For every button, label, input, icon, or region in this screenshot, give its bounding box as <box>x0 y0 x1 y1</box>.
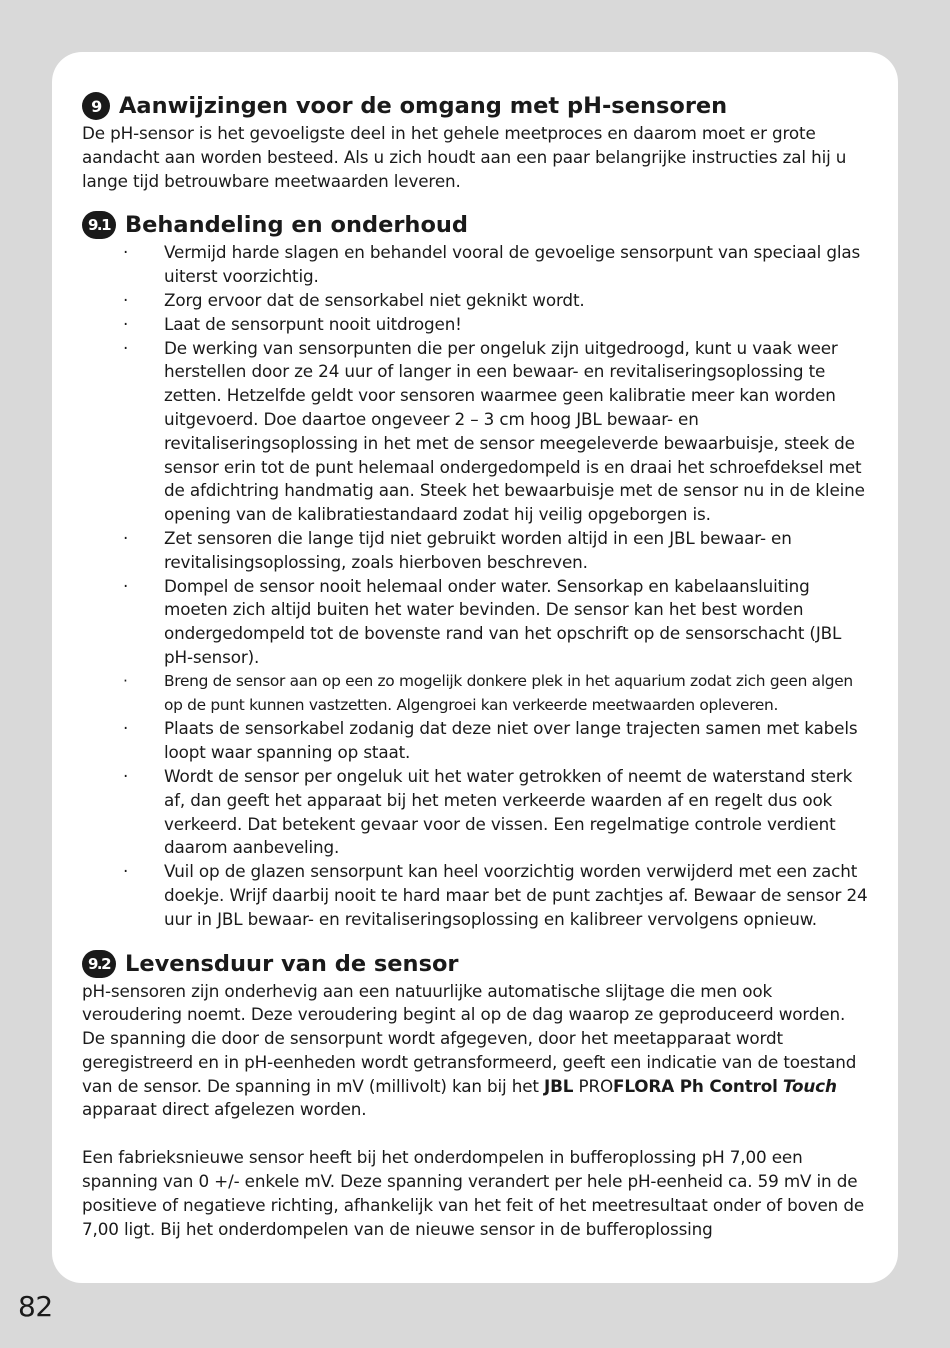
list-item-text: Wordt de sensor per ongeluk uit het water getrokken of neemt de waterstand sterk af, dan geeft het apparaat bij het meten verkeerde waarden af en regelt dus ook verkeerd. Dat betekent gevaar voor de vissen. Een regelmatige controle verdient daarom aanbeveling. <box>164 765 853 858</box>
bullet-dot: · <box>123 337 129 358</box>
sensor-lifetime-paragraph <box>82 980 872 1123</box>
section-9-1-heading <box>82 209 872 241</box>
section-9-1-title: Behandeling en onderhoud <box>125 212 469 239</box>
brand-product-name: FLORA Ph Control <box>613 1075 778 1096</box>
bullet-dot: · <box>123 861 129 882</box>
bullet-dot: · <box>123 718 129 739</box>
section-9-intro: De pH-sensor is het gevoeligste deel in het gehele meetproces en daarom moet er grote aandacht aan worden besteed. Als u zich houdt aan een paar belangrijke instructies zal hij u lange tijd betrouwbare meetwaarden leveren. <box>82 123 847 191</box>
list-item-text: Plaats de sensorkabel zodanig dat deze niet over lange trajecten samen met kabels loopt waar spanning op staat. <box>164 718 858 763</box>
section-9-2-title: Levensduur van de sensor <box>125 950 459 977</box>
section-9-badge: 9 <box>82 92 110 120</box>
paragraph-text: pH-sensoren zijn onderhevig aan een natuurlijke automatische slijtage die men ook veroudering noemt. Deze veroudering begint al op de dag waarop ze geproduceerd worden. De spanning die door de sensorpunt wordt afgegeven, door het meetapparaat wordt geregistreerd en in pH-eenheden wordt getransformeerd, geeft een indicatie van de toestand van de sensor. De spanning in mV (millivolt) kan bij het <box>82 980 857 1096</box>
list-item <box>82 717 872 765</box>
list-item <box>82 289 872 313</box>
list-item-text: Breng de sensor aan op een zo mogelijk donkere plek in het aquarium zodat zich geen algen op de punt kunnen vastzetten. Algengroei kan verkeerde meetwaarden opleveren. <box>164 671 853 714</box>
bullet-dot: · <box>123 575 129 596</box>
list-item <box>82 860 872 931</box>
list-item <box>82 575 872 670</box>
spacer <box>82 932 872 948</box>
section-9-1-badge: 9.1 <box>82 211 116 239</box>
section-9-title: Aanwijzingen voor de omgang met pH-sensoren <box>119 93 728 119</box>
list-item-text: Dompel de sensor nooit helemaal onder water. Sensorkap en kabelaansluiting moeten zich altijd buiten het water bevinden. De sensor kan het best worden ondergedompeld tot de bovenste rand van het opschrift op de sensorschacht (JBL pH-sensor). <box>164 575 842 667</box>
spacer <box>82 1122 872 1146</box>
bullet-dot: · <box>123 765 129 786</box>
list-item <box>82 670 872 718</box>
list-item <box>82 765 872 860</box>
section-9-heading <box>82 90 872 122</box>
page-number: 82 <box>18 1290 53 1323</box>
bullet-dot: · <box>123 289 129 310</box>
care-instructions-list <box>82 241 872 931</box>
paragraph-text-end: apparaat direct afgelezen worden. <box>82 1099 367 1120</box>
bullet-dot: · <box>123 313 129 334</box>
list-item <box>82 241 872 289</box>
section-9-2-badge: 9.2 <box>82 950 116 978</box>
list-item-text: Vermijd harde slagen en behandel vooral de gevoelige sensorpunt van speciaal glas uiterst voorzichtig. <box>164 242 861 287</box>
list-item-text: Zet sensoren die lange tijd niet gebruikt worden altijd in een JBL bewaar- en revitalisingsoplossing, zoals hierboven beschreven. <box>164 527 792 572</box>
brand-touch: Touch <box>782 1075 837 1096</box>
brand-jbl: JBL <box>544 1075 574 1096</box>
page-content <box>82 90 872 1241</box>
bullet-dot: · <box>123 527 129 548</box>
bullet-dot: · <box>123 671 128 690</box>
list-item <box>82 337 872 527</box>
bullet-dot: · <box>123 242 129 263</box>
list-item-text: Laat de sensorpunt nooit uitdrogen! <box>164 313 462 334</box>
list-item-text: Zorg ervoor dat de sensorkabel niet geknikt wordt. <box>164 289 585 310</box>
brand-pro: PRO <box>578 1075 614 1096</box>
list-item-text: Vuil op de glazen sensorpunt kan heel voorzichtig worden verwijderd met een zacht doekje. Wrijf daarbij nooit te hard maar bet de punt zachtjes af. Bewaar de sensor 24 uur in JBL bewaar- en revitaliseringsoplossing en kalibreer vervolgens opnieuw. <box>164 861 868 929</box>
section-9-2-heading <box>82 948 872 980</box>
list-item <box>82 313 872 337</box>
list-item-text: De werking van sensorpunten die per ongeluk zijn uitgedroogd, kunt u vaak weer herstellen door ze 24 uur of langer in een bewaar- en revitaliseringsoplossing te zetten. Hetzelfde geldt voor sensoren waarmee geen kalibratie meer kan worden uitgevoerd. Doe daartoe ongeveer 2 – 3 cm hoog JBL bewaar- en revitaliseringsoplossing in het met de sensor meegeleverde bewaarbuisje, steek de sensor erin tot de punt helemaal ondergedompeld is en draai het schroefdeksel met de afdichtring handmatig aan. Steek het bewaarbuisje met de sensor nu in de kleine opening van de kalibratiestandaard zodat hij veilig opgeborgen is. <box>164 337 865 525</box>
new-sensor-paragraph: Een fabrieksnieuwe sensor heeft bij het onderdompelen in bufferoplossing pH 7,00 een spanning van 0 +/- enkele mV. Deze spanning verandert per hele pH-eenheid ca. 59 mV in de positieve of negatieve richting, afhankelijk van het feit of het meetresultaat onder of boven de 7,00 ligt. Bij het onderdompelen van de nieuwe sensor in de bufferoplossing <box>82 1147 865 1239</box>
list-item <box>82 527 872 575</box>
spacer <box>82 193 872 209</box>
